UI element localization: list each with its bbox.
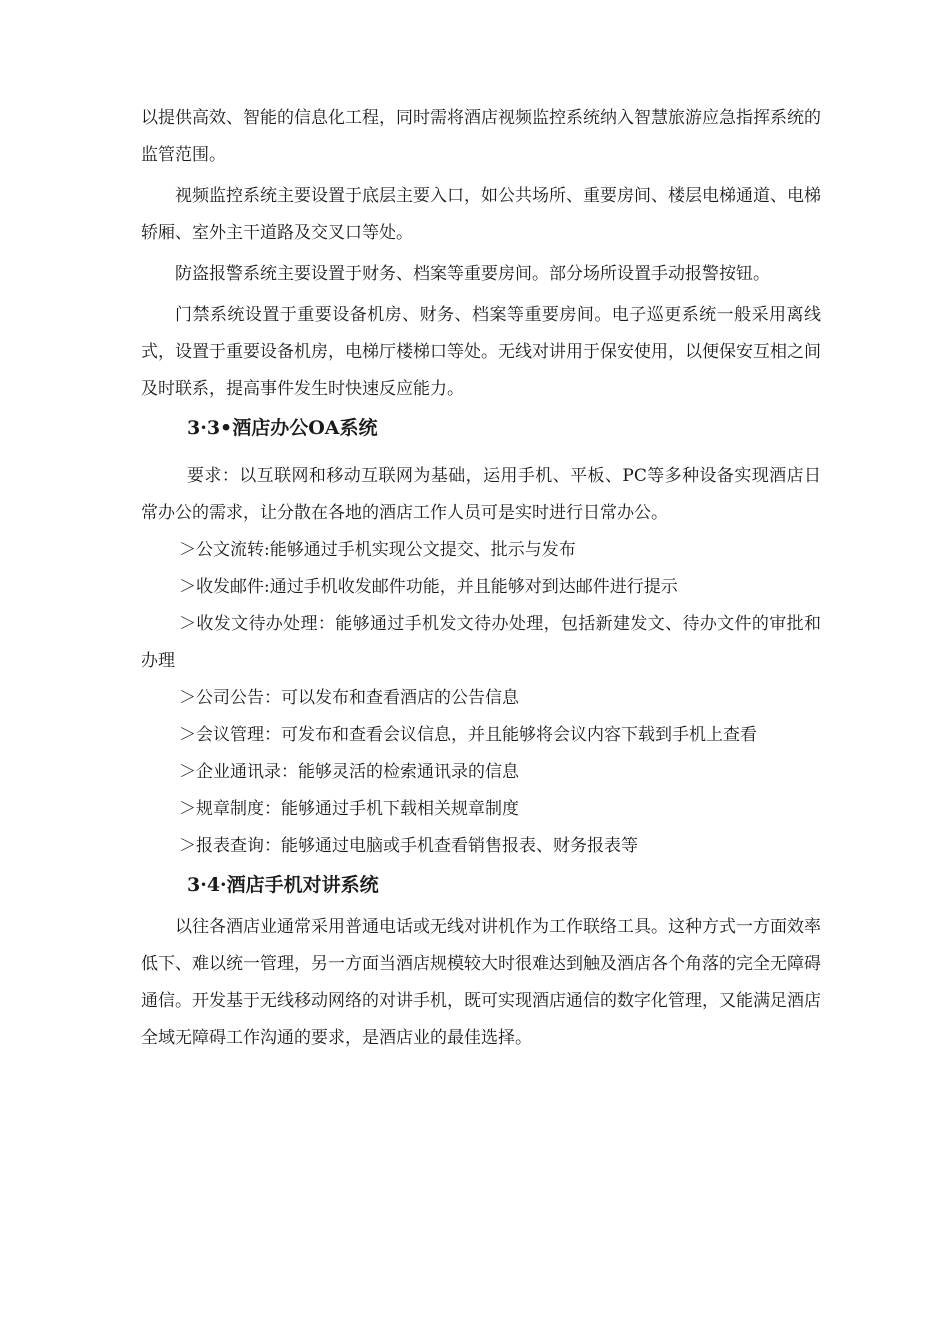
list-item-meeting-management: ＞会议管理：可发布和查看会议信息，并且能够将会议内容下载到手机上查看 [179, 725, 757, 745]
document-page [141, 100, 821, 1057]
section-number: 3·3• [187, 417, 233, 439]
paragraph-access-control: 门禁系统设置于重要设备机房、财务、档案等重要房间。电子巡更系统一般采用离线式，设置于重要设备机房，电梯厅楼梯口等处。无线对讲用于保安使用，以便保安互相之间及时联系，提高事件发生时快速反应能力。 [141, 305, 821, 399]
section-title: 酒店办公OA系统 [232, 417, 378, 439]
paragraph-video-surveillance: 视频监控系统主要设置于底层主要入口，如公共场所、重要房间、楼层电梯通道、电梯轿厢、室外主干道路及交叉口等处。 [141, 186, 821, 243]
section-number: 3·4· [187, 874, 227, 896]
list-item-report-query: ＞报表查询：能够通过电脑或手机查看销售报表、财务报表等 [179, 836, 638, 856]
section-heading-intercom-system [141, 865, 821, 905]
paragraph-oa-requirement: 要求：以互联网和移动互联网为基础，运用手机、平板、PC等多种设备实现酒店日常办公的需求，让分散在各地的酒店工作人员可是实时进行日常办公。 [141, 466, 821, 523]
paragraph-intercom-body: 以往各酒店业通常采用普通电话或无线对讲机作为工作联络工具。这种方式一方面效率低下、难以统一管理，另一方面当酒店规模较大时很难达到触及酒店各个角落的完全无障碍通信。开发基于无线移动网络的对讲手机，既可实现酒店通信的数字化管理，又能满足酒店全域无障碍工作沟通的要求，是酒店业的最佳选择。 [141, 917, 821, 1048]
list-item-company-notice: ＞公司公告：可以发布和查看酒店的公告信息 [179, 688, 519, 708]
list-item-address-book: ＞企业通讯录：能够灵活的检索通讯录的信息 [179, 762, 519, 782]
section-title: 酒店手机对讲系统 [226, 874, 379, 896]
section-heading-oa-system [141, 408, 821, 448]
list-item-email: ＞收发邮件:通过手机收发邮件功能，并且能够对到达邮件进行提示 [179, 577, 678, 597]
list-item-document-flow: ＞公文流转:能够通过手机实现公文提交、批示与发布 [179, 540, 576, 560]
paragraph-intro-continuation: 以提供高效、智能的信息化工程，同时需将酒店视频监控系统纳入智慧旅游应急指挥系统的监管范围。 [141, 108, 821, 165]
paragraph-burglar-alarm: 防盗报警系统主要设置于财务、档案等重要房间。部分场所设置手动报警按钮。 [175, 264, 770, 284]
list-item-regulations: ＞规章制度：能够通过手机下载相关规章制度 [179, 799, 519, 819]
list-item-pending-documents: ＞收发文待办处理：能够通过手机发文待办处理，包括新建发文、待办文件的审批和办理 [141, 614, 821, 671]
